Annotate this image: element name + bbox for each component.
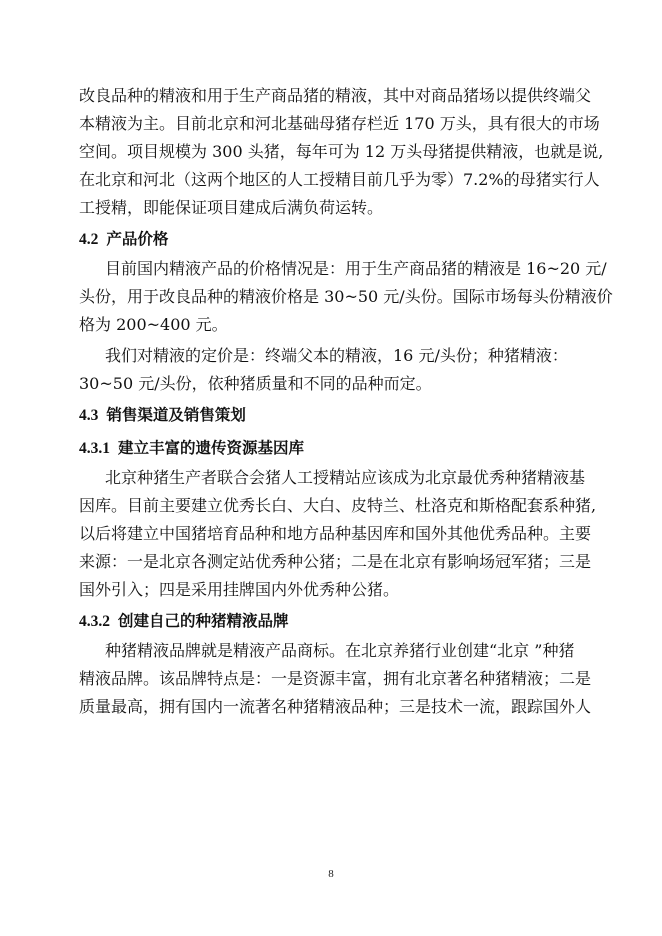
section-title: 销售渠道及销售策划	[106, 405, 246, 424]
text-line: 精液品牌。该品牌特点是：一是资源丰富，拥有北京著名种猪精液；二是	[79, 669, 592, 688]
text-line: 本精液为主。目前北京和河北基础母猪存栏近 170 万头，具有很大的市场	[79, 114, 600, 133]
section-heading-4-3	[79, 399, 583, 431]
text-line: 工授精，即能保证项目建成后满负荷运转。	[79, 198, 384, 217]
section-title: 产品价格	[106, 229, 169, 248]
section-number: 4.3.2	[79, 613, 110, 630]
text-line: 种猪精液品牌就是精液产品商标。在北京养猪行业创建“北京 ”种猪	[105, 641, 575, 660]
text-line: 空间。项目规模为 300 头猪，每年可为 12 万头母猪提供精液，也就是说,	[79, 142, 604, 161]
text-line: 我们对精液的定价是：终端父本的精液，16 元/头份；种猪精液：	[105, 346, 568, 365]
section-number: 4.3.1	[79, 440, 110, 457]
text-line: 在北京和河北（这两个地区的人工授精目前几乎为零）7.2%的母猪实行人	[79, 170, 600, 189]
text-line: 因库。目前主要建立优秀长白、大白、皮特兰、杜洛克和斯格配套系种猪,	[79, 496, 597, 515]
section-number: 4.2	[79, 231, 99, 248]
section-title: 创建自己的种猪精液品牌	[118, 611, 289, 630]
text-line: 目前国内精液产品的价格情况是：用于生产商品猪的精液是 16~20 元/	[105, 259, 607, 278]
price-paragraph-2	[79, 342, 583, 398]
section-heading-4-3-1	[79, 432, 583, 464]
document-body	[79, 82, 613, 721]
section-heading-4-2	[79, 223, 583, 255]
text-line: 格为 200~400 元。	[79, 315, 228, 334]
gene-bank-paragraph	[79, 464, 597, 604]
text-line: 30~50 元/头份，依种猪质量和不同的品种而定。	[79, 374, 432, 393]
text-line: 国外引入；四是采用挂牌国内外优秀种公猪。	[79, 580, 400, 599]
text-line: 北京种猪生产者联合会猪人工授精站应该成为北京最优秀种猪精液基	[105, 468, 586, 487]
page-number: 8	[328, 868, 334, 880]
price-paragraph-1	[79, 255, 613, 339]
text-line: 质量最高，拥有国内一流著名种猪精液品种；三是技术一流，跟踪国外人	[79, 697, 592, 716]
section-number: 4.3	[79, 407, 99, 424]
text-line: 头份，用于改良品种的精液价格是 30~50 元/头份。国际市场每头份精液价	[79, 287, 613, 306]
intro-paragraph	[79, 82, 604, 222]
text-line: 来源：一是北京各测定站优秀种公猪；二是在北京有影响场冠军猪；三是	[79, 552, 592, 571]
section-title: 建立丰富的遗传资源基因库	[118, 438, 305, 457]
section-heading-4-3-2	[79, 605, 583, 637]
text-line: 改良品种的精液和用于生产商品猪的精液，其中对商品猪场以提供终端父	[79, 86, 592, 105]
text-line: 以后将建立中国猪培育品种和地方品种基因库和国外其他优秀品种。主要	[79, 524, 592, 543]
brand-paragraph	[79, 637, 592, 721]
